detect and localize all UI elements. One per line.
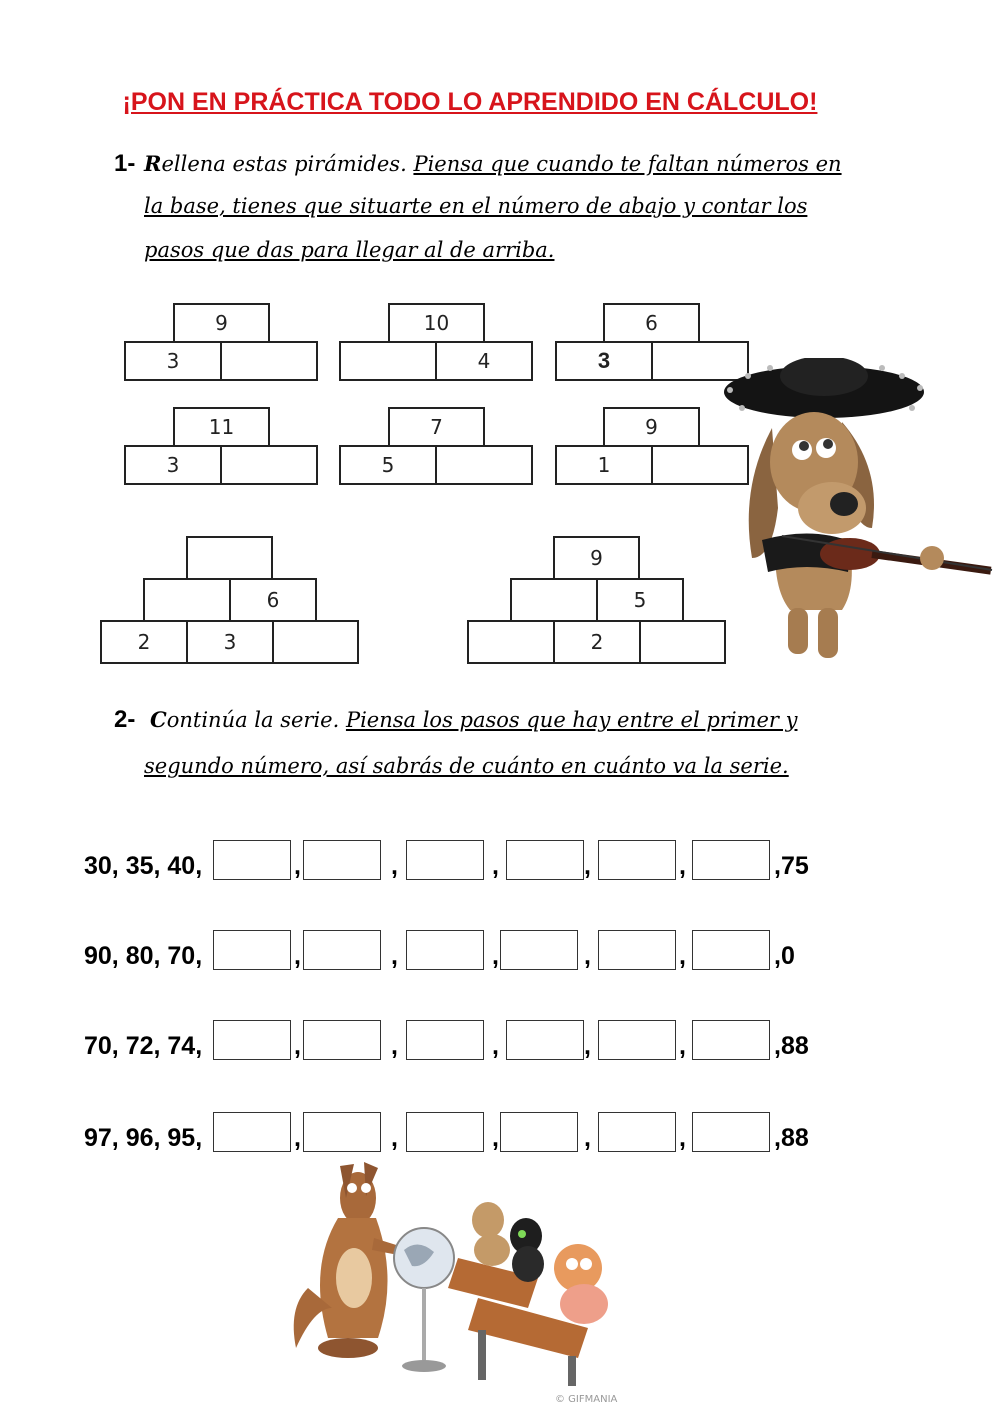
big-pyramid-2-mid-left[interactable]: [510, 578, 598, 622]
exercise-1-hint: Piensa que cuando te faltan números en: [413, 152, 842, 176]
series-3-start: 70, 72, 74,: [84, 1032, 203, 1060]
exercise-1-line-2: la base, tienes que situarte en el número de abajo y contar los: [144, 194, 808, 218]
series-1-answer-4[interactable]: [506, 840, 584, 880]
big-pyramid-2-top[interactable]: 9: [553, 536, 640, 580]
series-3-answer-5[interactable]: [598, 1020, 676, 1060]
exercise-2-lead-letter: C: [150, 707, 167, 732]
exercise-1-line-1: [144, 142, 842, 186]
big-pyramid-2-base-2[interactable]: 2: [553, 620, 641, 664]
series-4-comma-1: ,: [294, 1124, 301, 1152]
series-4-comma-3: ,: [492, 1124, 499, 1152]
pyramid-1-top[interactable]: 9: [173, 303, 270, 343]
pyramid-5-base-right[interactable]: [435, 445, 533, 485]
series-2-start: 90, 80, 70,: [84, 942, 203, 970]
series-3-comma-4: ,: [584, 1032, 591, 1060]
series-4-answer-3[interactable]: [406, 1112, 484, 1152]
series-2-end: ,0: [774, 942, 795, 970]
series-4-comma-4: ,: [584, 1124, 591, 1152]
big-pyramid-1-mid-left[interactable]: [143, 578, 231, 622]
big-pyramid-2-base-1[interactable]: [467, 620, 555, 664]
pyramid-2-top[interactable]: 10: [388, 303, 485, 343]
series-1-answer-5[interactable]: [598, 840, 676, 880]
dog-violinist-illustration: [722, 358, 998, 666]
series-1-comma-3: ,: [492, 852, 499, 880]
pyramid-5-top[interactable]: 7: [388, 407, 485, 447]
series-2-comma-5: ,: [679, 942, 686, 970]
series-4-answer-2[interactable]: [303, 1112, 381, 1152]
series-3-comma-1: ,: [294, 1032, 301, 1060]
series-1-comma-4: ,: [584, 852, 591, 880]
series-4-start: 97, 96, 95,: [84, 1124, 203, 1152]
series-1-start: 30, 35, 40,: [84, 852, 203, 880]
series-3-answer-4[interactable]: [506, 1020, 584, 1060]
series-1-comma-5: ,: [679, 852, 686, 880]
classroom-animals-illustration: [288, 1158, 628, 1398]
series-1-answer-6[interactable]: [692, 840, 770, 880]
series-2-answer-4[interactable]: [500, 930, 578, 970]
big-pyramid-1-base-1[interactable]: 2: [100, 620, 188, 664]
series-3-end: ,88: [774, 1032, 809, 1060]
big-pyramid-2-mid-right[interactable]: 5: [596, 578, 684, 622]
pyramid-5-base-left[interactable]: 5: [339, 445, 437, 485]
series-3-comma-3: ,: [492, 1032, 499, 1060]
exercise-2-line-2: segundo número, así sabrás de cuánto en cuánto va la serie.: [144, 754, 789, 778]
big-pyramid-1-base-3[interactable]: [272, 620, 359, 664]
series-3-answer-6[interactable]: [692, 1020, 770, 1060]
pyramid-2-base-right[interactable]: 4: [435, 341, 533, 381]
series-2-answer-2[interactable]: [303, 930, 381, 970]
series-2-comma-3: ,: [492, 942, 499, 970]
series-2-answer-6[interactable]: [692, 930, 770, 970]
series-1-answer-2[interactable]: [303, 840, 381, 880]
series-4-answer-5[interactable]: [598, 1112, 676, 1152]
series-1-end: ,75: [774, 852, 809, 880]
pyramid-4-base-right[interactable]: [220, 445, 318, 485]
pyramid-3-top[interactable]: 6: [603, 303, 700, 343]
series-2-comma-1: ,: [294, 942, 301, 970]
pyramid-6-base-left[interactable]: 1: [555, 445, 653, 485]
series-1-answer-1[interactable]: [213, 840, 291, 880]
exercise-2-number: 2-: [114, 706, 136, 733]
series-2-comma-2: ,: [391, 942, 398, 970]
pyramid-4-top[interactable]: 11: [173, 407, 270, 447]
big-pyramid-1-top[interactable]: [186, 536, 273, 580]
series-3-answer-3[interactable]: [406, 1020, 484, 1060]
pyramid-6-top[interactable]: 9: [603, 407, 700, 447]
big-pyramid-1-mid-right[interactable]: 6: [229, 578, 317, 622]
series-3-answer-2[interactable]: [303, 1020, 381, 1060]
pyramid-4-base-left[interactable]: 3: [124, 445, 222, 485]
series-4-answer-1[interactable]: [213, 1112, 291, 1152]
series-4-answer-6[interactable]: [692, 1112, 770, 1152]
series-4-end: ,88: [774, 1124, 809, 1152]
series-3-comma-2: ,: [391, 1032, 398, 1060]
series-4-comma-2: ,: [391, 1124, 398, 1152]
exercise-2-line-1: [150, 698, 797, 742]
exercise-2-hint: Piensa los pasos que hay entre el primer y: [345, 708, 798, 732]
series-2-answer-1[interactable]: [213, 930, 291, 970]
pyramid-2-base-left[interactable]: [339, 341, 437, 381]
series-1-comma-1: ,: [294, 852, 301, 880]
exercise-2-instruction: ontinúa la serie.: [166, 708, 346, 732]
exercise-1-line-3: pasos que das para llegar al de arriba.: [144, 238, 555, 262]
series-1-answer-3[interactable]: [406, 840, 484, 880]
series-2-comma-4: ,: [584, 942, 591, 970]
gifmania-watermark: © GIFMANIA: [555, 1394, 618, 1405]
pyramid-3-base-left[interactable]: 3: [555, 341, 653, 381]
series-4-answer-4[interactable]: [500, 1112, 578, 1152]
series-2-answer-5[interactable]: [598, 930, 676, 970]
exercise-1-instruction: ellena estas pirámides.: [161, 152, 414, 176]
pyramid-1-base-right[interactable]: [220, 341, 318, 381]
exercise-1-lead-letter: R: [144, 151, 162, 176]
big-pyramid-1-base-2[interactable]: 3: [186, 620, 274, 664]
big-pyramid-2-base-3[interactable]: [639, 620, 726, 664]
series-3-comma-5: ,: [679, 1032, 686, 1060]
series-4-comma-5: ,: [679, 1124, 686, 1152]
series-2-answer-3[interactable]: [406, 930, 484, 970]
exercise-1-number: 1-: [114, 150, 136, 177]
pyramid-1-base-left[interactable]: 3: [124, 341, 222, 381]
series-3-answer-1[interactable]: [213, 1020, 291, 1060]
series-1-comma-2: ,: [391, 852, 398, 880]
page-title: ¡PON EN PRÁCTICA TODO LO APRENDIDO EN CÁLCULO!: [122, 88, 818, 116]
